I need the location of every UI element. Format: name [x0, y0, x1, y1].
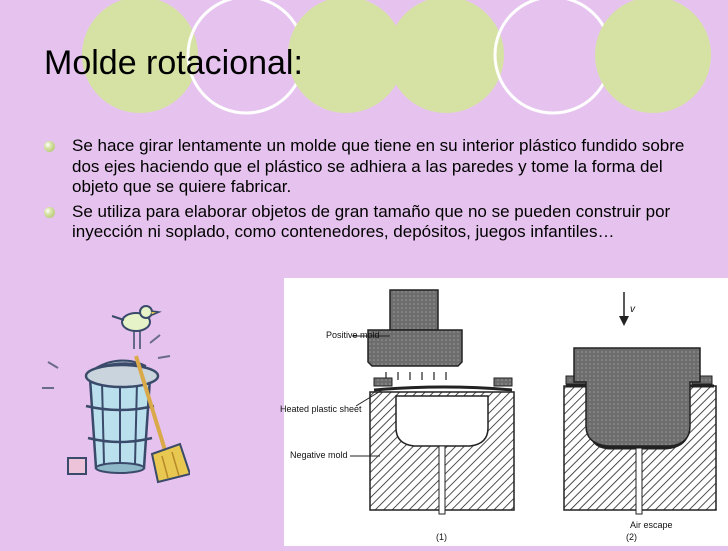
label-positive-mold: Positive mold: [326, 330, 380, 340]
deco-circle: [288, 0, 404, 113]
bullet-item: [44, 136, 704, 198]
label-air-escape: Air escape: [630, 520, 673, 530]
label-step-1: (1): [436, 532, 447, 542]
mold-diagram: [280, 278, 728, 546]
bullet-icon: [44, 207, 55, 218]
slide-title: Molde rotacional:: [44, 44, 303, 82]
label-heated-sheet: Heated plastic sheet: [280, 404, 362, 414]
bullet-list: [44, 136, 704, 247]
bullet-text: Se hace girar lentamente un molde que tiene en su interior plástico fundido sobre dos ejes haciendo que el plástico se adhiera a las paredes y tome la forma del objeto que se quiere fabricar.: [72, 136, 685, 196]
label-negative-mold: Negative mold: [290, 450, 348, 460]
label-step-2: (2): [626, 532, 637, 542]
trash-can-clipart: [40, 298, 190, 488]
label-velocity: v: [630, 304, 635, 315]
bullet-icon: [44, 141, 55, 152]
bullet-item: [44, 202, 704, 243]
deco-circle: [388, 0, 504, 113]
deco-circle: [595, 0, 711, 113]
deco-circle: [495, 0, 611, 113]
bullet-text: Se utiliza para elaborar objetos de gran tamaño que no se pueden construir por inyección ni soplado, como contenedores, depósitos, juegos infantiles…: [72, 201, 671, 241]
